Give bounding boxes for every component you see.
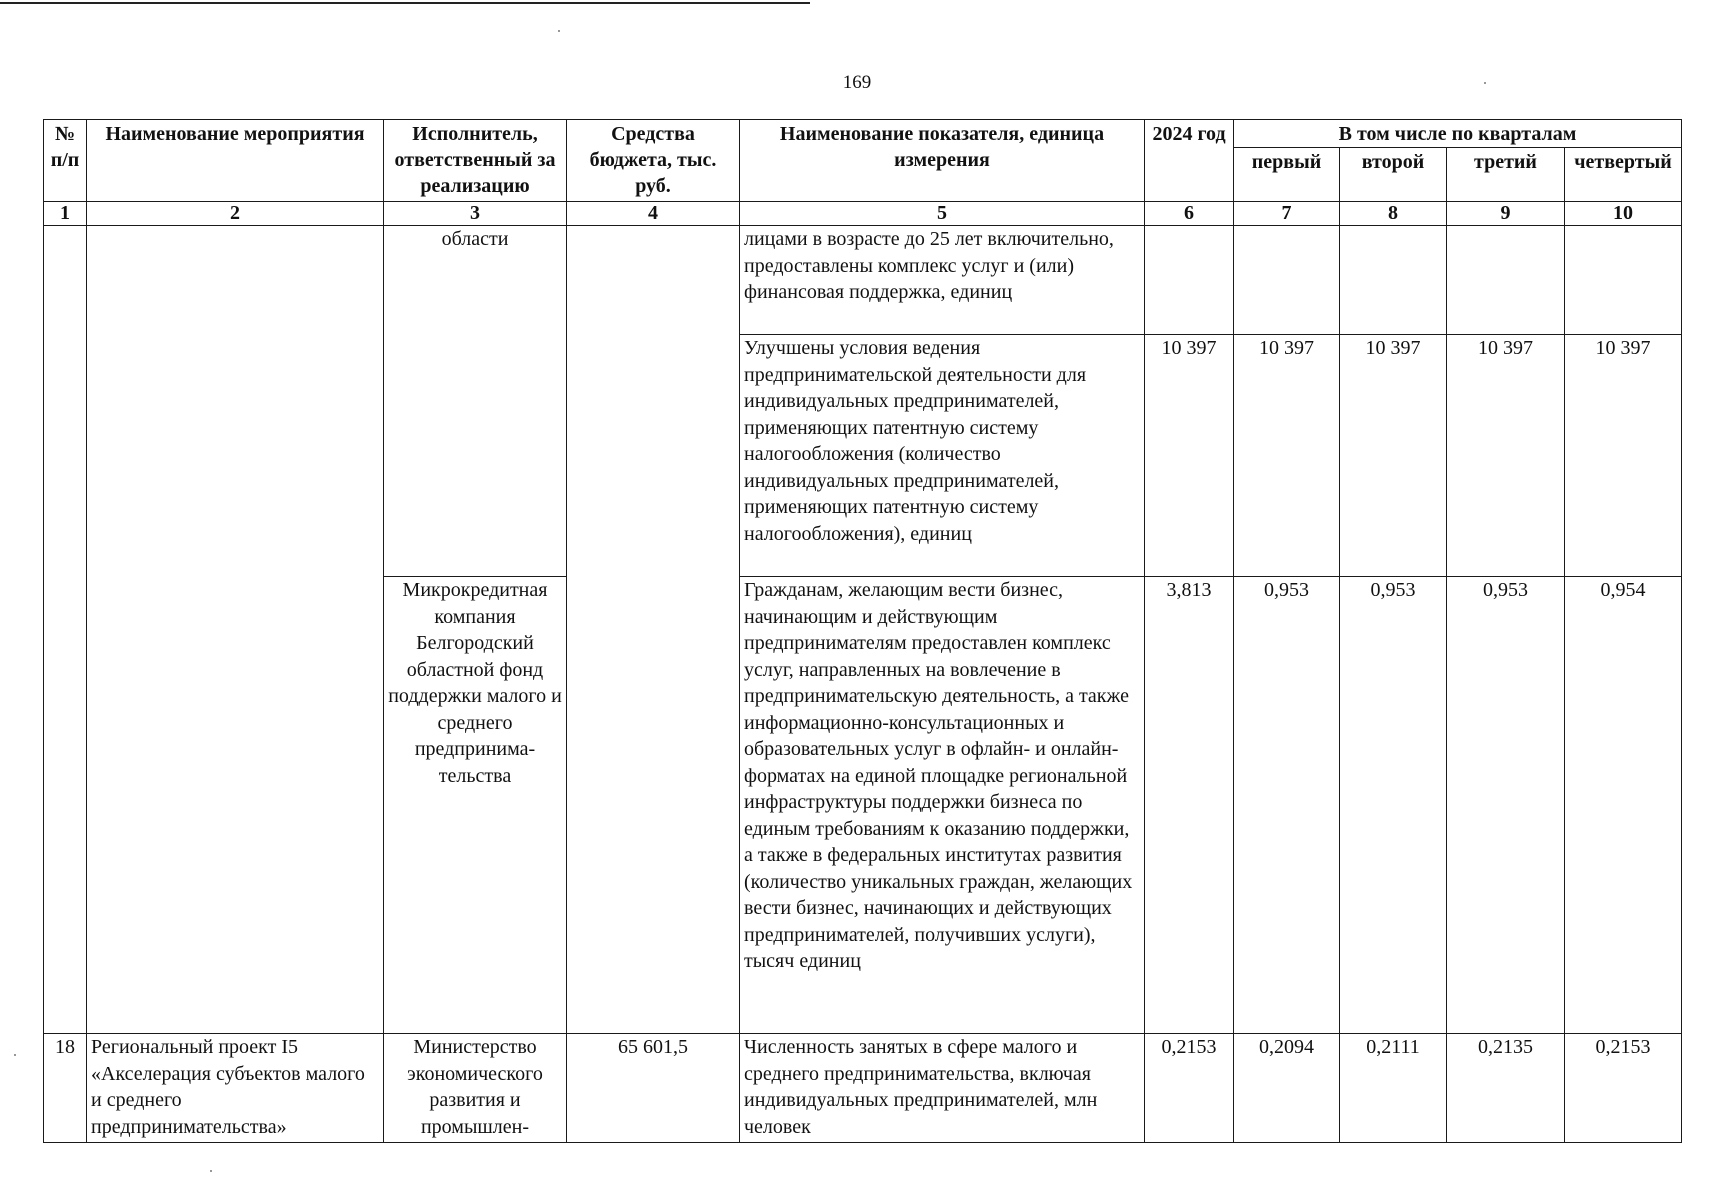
quarter-4-value: 0,954 [1565,577,1682,1034]
header-no: № п/п [44,120,87,202]
budget-cell [567,226,740,1034]
table-row [44,226,1682,335]
activity-name-cell [87,226,384,1034]
quarter-2-value: 10 397 [1340,335,1447,577]
quarter-3-value [1447,226,1565,335]
quarter-4-value: 0,2153 [1565,1034,1682,1143]
column-number: 8 [1340,202,1447,226]
indicator-cell: Численность занятых в сфере малого и среднего предпринимательства, включая индивидуальных предпринимателей, млн человек [740,1034,1145,1143]
row-no-cell [44,226,87,1034]
activity-name-cell: Региональный проект I5 «Акселерация субъектов малого и среднего предпринимательства» [87,1034,384,1143]
header-year: 2024 год [1145,120,1234,202]
quarter-1-value: 10 397 [1234,335,1340,577]
quarter-2-value: 0,2111 [1340,1034,1447,1143]
header-quarter-1: первый [1234,148,1340,202]
top-rule [0,2,810,4]
header-executor: Исполнитель, ответственный за реализацию [384,120,567,202]
column-number: 1 [44,202,87,226]
header-quarters-group: В том числе по кварталам [1234,120,1682,148]
row-no-cell: 18 [44,1034,87,1143]
quarter-1-value [1234,226,1340,335]
quarter-1-value: 0,2094 [1234,1034,1340,1143]
executor-cell: Микрокредитная компания Белгородский областной фонд поддержки малого и среднего предпринима-тельства [384,577,567,1034]
header-quarter-3: третий [1447,148,1565,202]
header-indicator: Наименование показателя, единица измерения [740,120,1145,202]
budget-cell: 65 601,5 [567,1034,740,1143]
quarter-4-value [1565,226,1682,335]
column-number: 3 [384,202,567,226]
column-number: 6 [1145,202,1234,226]
table-row [44,1034,1682,1143]
executor-cell: Министерство экономического развития и промышлен- [384,1034,567,1143]
activities-table [43,119,1682,1143]
scan-speck [1484,82,1486,84]
year-value: 3,813 [1145,577,1234,1034]
column-number: 9 [1447,202,1565,226]
quarter-3-value: 0,2135 [1447,1034,1565,1143]
quarter-3-value: 10 397 [1447,335,1565,577]
scan-speck [558,30,560,32]
quarter-2-value: 0,953 [1340,577,1447,1034]
executor-cell: области [384,226,567,577]
scan-speck [14,1054,16,1056]
indicator-cell: Улучшены условия ведения предпринимательской деятельности для индивидуальных предпринимателей, применяющих патентную систему налогообложения (количество индивидуальных предпринимателей, применяющих патентную систему налогообложения), единиц [740,335,1145,577]
quarter-4-value: 10 397 [1565,335,1682,577]
year-value: 10 397 [1145,335,1234,577]
indicator-cell: Гражданам, желающим вести бизнес, начинающим и действующим предпринимателям предоставлен комплекс услуг, направленных на вовлечение в предпринимательскую деятельность, а также информационно-консультационных и образовательных услуг в офлайн- и онлайн-форматах на единой площадке региональной инфраструктуры поддержки бизнеса по единым требованиям к оказанию поддержки, а также в федеральных институтах развития (количество уникальных граждан, желающих вести бизнес, начинающих и действующих предпринимателей, получивших услуги), тысяч единиц [740,577,1145,1034]
quarter-2-value [1340,226,1447,335]
quarter-1-value: 0,953 [1234,577,1340,1034]
header-activity-name: Наименование мероприятия [87,120,384,202]
column-number: 7 [1234,202,1340,226]
header-budget: Средства бюджета, тыс. руб. [567,120,740,202]
indicator-cell: лицами в возрасте до 25 лет включительно, предоставлены комплекс услуг и (или) финансовая поддержка, единиц [740,226,1145,335]
column-number: 2 [87,202,384,226]
scan-speck [210,1170,212,1172]
column-number: 5 [740,202,1145,226]
page-number: 169 [842,72,872,93]
year-value [1145,226,1234,335]
header-quarter-2: второй [1340,148,1447,202]
column-number: 10 [1565,202,1682,226]
quarter-3-value: 0,953 [1447,577,1565,1034]
header-quarter-4: четвертый [1565,148,1682,202]
year-value: 0,2153 [1145,1034,1234,1143]
column-number: 4 [567,202,740,226]
